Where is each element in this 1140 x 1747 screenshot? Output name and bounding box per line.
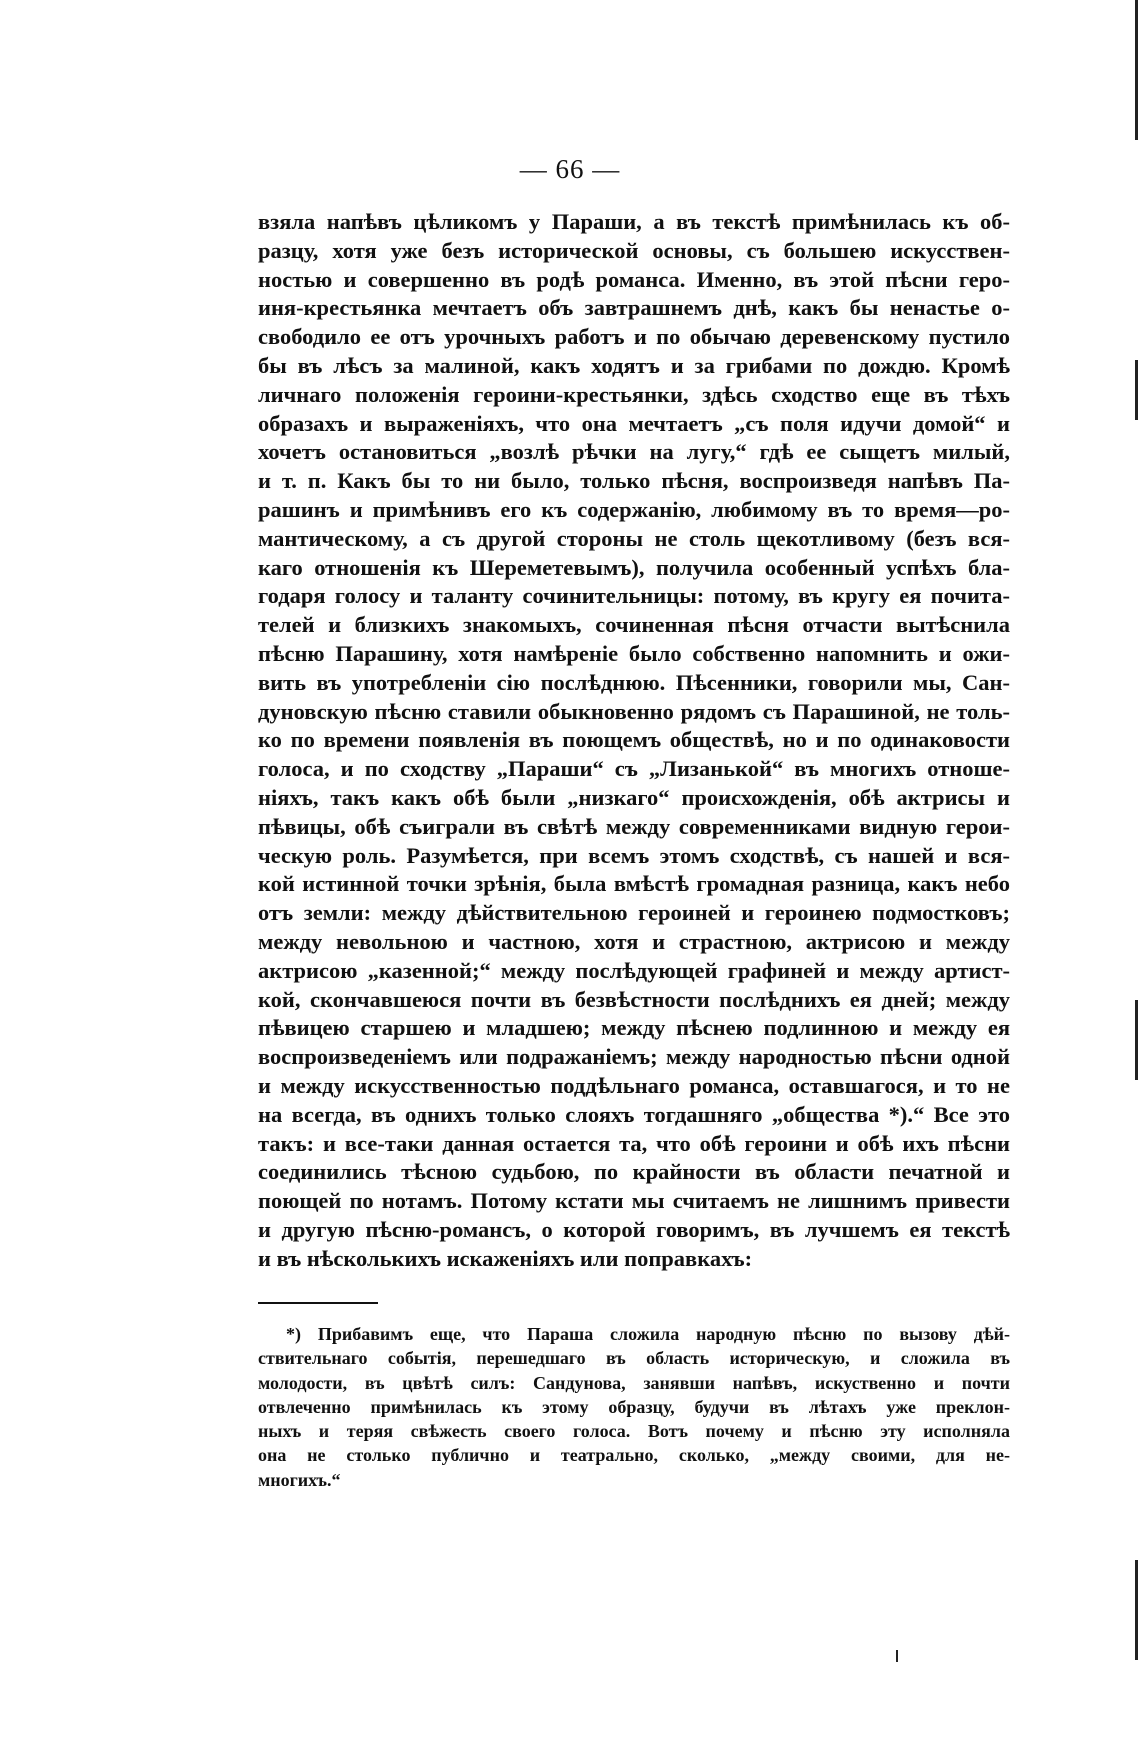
footnote-line: ныхъ и теряя свѣжесть своего голоса. Вотъ почему и пѣсню эту исполняла [258,1421,1010,1442]
footnote-line: *) Прибавимъ еще, что Параша сложила народную пѣсню по вызову дѣй- [286,1324,1010,1344]
text-line: ко по времени появленія въ поющемъ обществѣ, но и по одинаковости [258,727,1010,753]
text-line: телей и близкихъ знакомыхъ, сочиненная пѣсня отчасти вытѣснила [258,612,1010,638]
scan-edge-mark [1135,1560,1138,1660]
text-line: отъ земли: между дѣйствительною героиней и героинею подмостковъ; [258,900,1010,926]
text-line: взяла напѣвъ цѣликомъ у Параши, а въ текстѣ примѣнилась къ об- [258,209,1010,234]
text-line: и другую пѣсню-романсъ, о которой говоримъ, въ лучшемъ ея текстѣ [258,1216,1010,1242]
text-line: вить въ употребленіи сію послѣднюю. Пѣсенники, говорили мы, Сан- [258,669,1010,695]
text-line: соединились тѣсною судьбою, по крайности въ области печатной и [258,1159,1010,1185]
text-line: кой, скончавшеюся почти въ безвѣстности послѣднихъ ея дней; между [258,986,1010,1012]
text-line: бы въ лѣсъ за малиной, какъ ходятъ и за грибами по дождю. Кромѣ [258,352,1010,378]
footnote-line: она не столько публично и театрально, сколько, „между своими, для не- [258,1445,1010,1466]
text-line: пѣсню Парашину, хотя намѣреніе было собственно напомнить и ожи- [258,640,1010,666]
text-line: и т. п. Какъ бы то ни было, только пѣсня, воспроизведя напѣвъ Па- [258,468,1010,494]
footnote-line: ствительнаго событія, перешедшаго въ область историческую, и сложила въ [258,1348,1010,1369]
scan-edge-mark [1135,0,1138,140]
text-line: личнаго положенія героини-крестьянки, здѣсь сходство еще въ тѣхъ [258,381,1010,407]
footnote-rule [258,1302,378,1304]
text-line: каго отношенія къ Шереметевымъ), получила особенный успѣхъ бла- [258,554,1010,580]
text-line: и между искусственностью поддѣльнаго романса, оставшагося, и то не [258,1072,1010,1098]
text-line: свободило ее отъ урочныхъ работъ и по обычаю деревенскому пустило [258,324,1010,350]
text-line: на всегда, въ однихъ только слояхъ тогдашняго „общества *).“ Все это [258,1101,1010,1127]
text-line: хочетъ остановиться „возлѣ рѣчки на лугу,“ гдѣ ее сыщетъ милый, [258,439,1010,465]
text-line: разцу, хотя уже безъ исторической основы, съ большею искусствен- [258,237,1010,263]
text-line: пѣвицею старшею и младшею; между пѣснею подлинною и между ея [258,1015,1010,1041]
text-line: рашинъ и примѣнивъ его къ содержанію, любимому въ то время—ро- [258,496,1010,522]
text-line: мантическому, а съ другой стороны не столь щекотливому (безъ вся- [258,525,1010,551]
text-line: пѣвицы, обѣ съиграли въ свѣтѣ между современниками видную герои- [258,813,1010,839]
text-line: поющей по нотамъ. Потому кстати мы считаемъ не лишнимъ привести [258,1188,1010,1214]
text-line: ческую роль. Разумѣется, при всемъ этомъ сходствѣ, съ нашей и вся- [258,842,1010,868]
text-line: годаря голосу и таланту сочинительницы: потому, въ кругу ея почита- [258,583,1010,609]
footnote-line: многихъ.“ [258,1469,341,1490]
text-line: иня-крестьянка мечтаетъ объ завтрашнемъ днѣ, какъ бы ненастье о- [258,295,1010,321]
footnote-line: отвлеченно примѣнилась къ этому образцу, будучи въ лѣтахъ уже преклон- [258,1396,1010,1417]
body-text [258,208,1010,1273]
scan-edge-mark [896,1650,898,1662]
text-line: такъ: и все-таки данная остается та, что обѣ героини и обѣ ихъ пѣсни [258,1130,1010,1156]
text-line: между невольною и частною, хотя и страстною, актрисою и между [258,928,1010,954]
scan-edge-mark [1135,1000,1138,1080]
scan-edge-mark [1135,360,1138,420]
text-line: ностью и совершенно въ родѣ романса. Именно, въ этой пѣсни геро- [258,266,1010,292]
text-line: образахъ и выраженіяхъ, что она мечтаетъ „съ поля идучи домой“ и [258,410,1010,436]
footnote [258,1322,1010,1492]
text-line: кой истинной точки зрѣнія, была вмѣстѣ громадная разница, какъ небо [258,871,1010,897]
text-line: и въ нѣсколькихъ искаженіяхъ или поправкахъ: [258,1245,753,1271]
text-line: голоса, и по сходству „Параши“ съ „Лизанькой“ въ многихъ отноше- [258,756,1010,782]
text-line: дуновскую пѣсню ставили обыкновенно рядомъ съ Парашиной, не толь- [258,698,1010,724]
footnote-line: молодости, въ цвѣтѣ силъ: Сандунова, занявши напѣвъ, искуственно и почти [258,1372,1010,1393]
text-line: актрисою „казенной;“ между послѣдующей графиней и между артист- [258,957,1010,983]
text-line: ніяхъ, такъ какъ обѣ были „низкаго“ происхожденія, обѣ актрисы и [258,784,1010,810]
text-line: воспроизведеніемъ или подражаніемъ; между народностью пѣсни одной [258,1044,1010,1070]
page-number: — 66 — [519,154,621,184]
